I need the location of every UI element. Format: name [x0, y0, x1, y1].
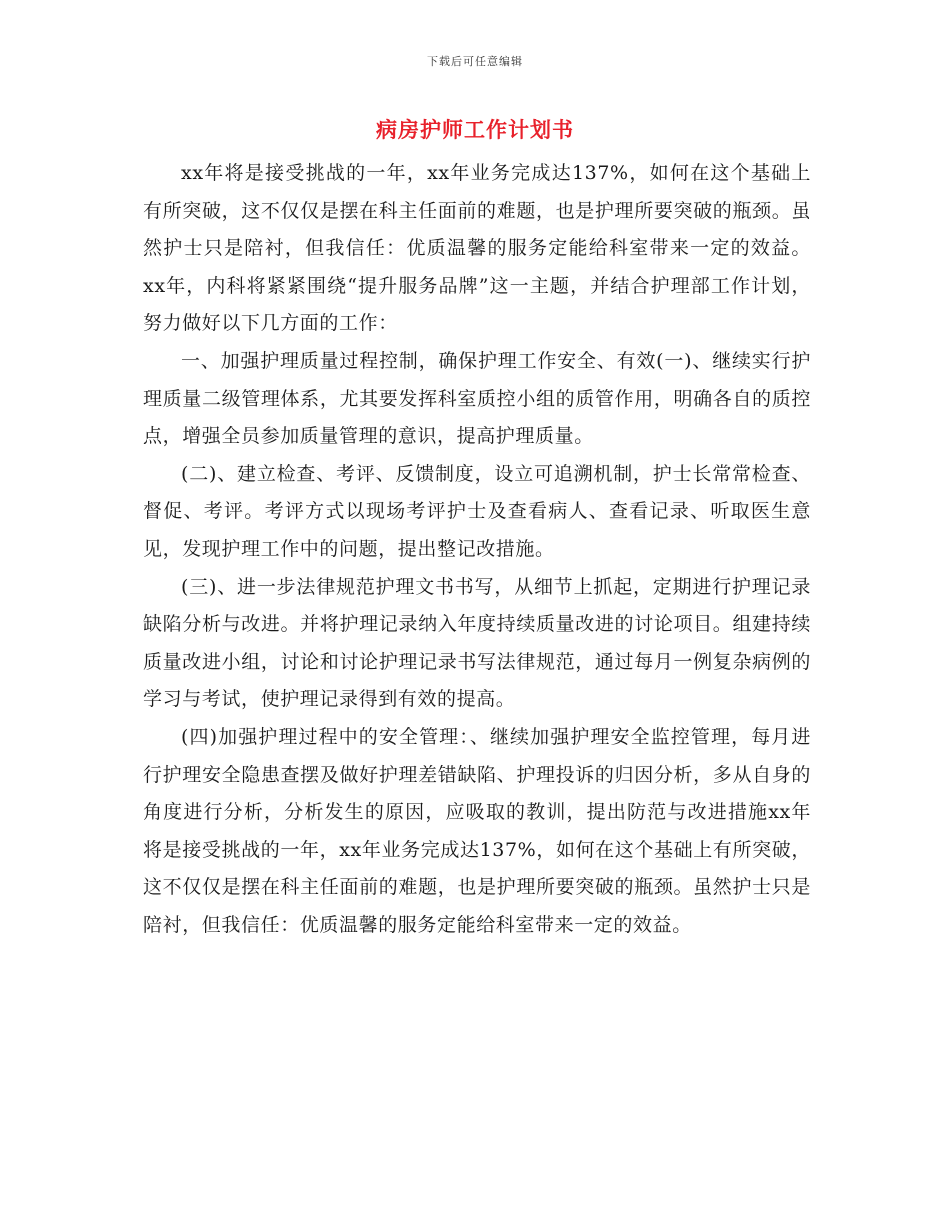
- section-1-paragraph: 一、加强护理质量过程控制，确保护理工作安全、有效(一)、继续实行护理质量二级管理体系，尤其要发挥科室质控小组的质管作用，明确各自的质控点，增强全员参加质量管理的意识，提高护理质量。: [143, 349, 811, 448]
- document-body: [143, 155, 811, 944]
- intro-paragraph: xx年将是接受挑战的一年，xx年业务完成达137%，如何在这个基础上有所突破，这不仅仅是摆在科主任面前的难题，也是护理所要突破的瓶颈。虽然护士只是陪衬，但我信任：优质温馨的服务定能给科室带来一定的效益。xx年，内科将紧紧围绕“提升服务品牌”这一主题，并结合护理部工作计划，努力做好以下几方面的工作：: [143, 162, 811, 335]
- section-3-paragraph: (三)、进一步法律规范护理文书书写，从细节上抓起，定期进行护理记录缺陷分析与改进。并将护理记录纳入年度持续质量改进的讨论项目。组建持续质量改进小组，讨论和讨论护理记录书写法律规范，通过每月一例复杂病例的学习与考试，使护理记录得到有效的提高。: [143, 575, 811, 711]
- section-4-paragraph: (四)加强护理过程中的安全管理：、继续加强护理安全监控管理，每月进行护理安全隐患查摆及做好护理差错缺陷、护理投诉的归因分析，多从自身的角度进行分析，分析发生的原因，应吸取的教训，提出防范与改进措施xx年将是接受挑战的一年，xx年业务完成达137%，如何在这个基础上有所突破，这不仅仅是摆在科主任面前的难题，也是护理所要突破的瓶颈。虽然护士只是陪衬，但我信任：优质温馨的服务定能给科室带来一定的效益。: [143, 725, 811, 936]
- header-note: 下载后可任意编辑: [427, 55, 523, 68]
- document-title: 病房护师工作计划书: [376, 117, 574, 142]
- section-2-paragraph: (二)、建立检查、考评、反馈制度，设立可追溯机制，护士长常常检查、督促、考评。考评方式以现场考评护士及查看病人、查看记录、听取医生意见，发现护理工作中的问题，提出整记改措施。: [143, 462, 811, 560]
